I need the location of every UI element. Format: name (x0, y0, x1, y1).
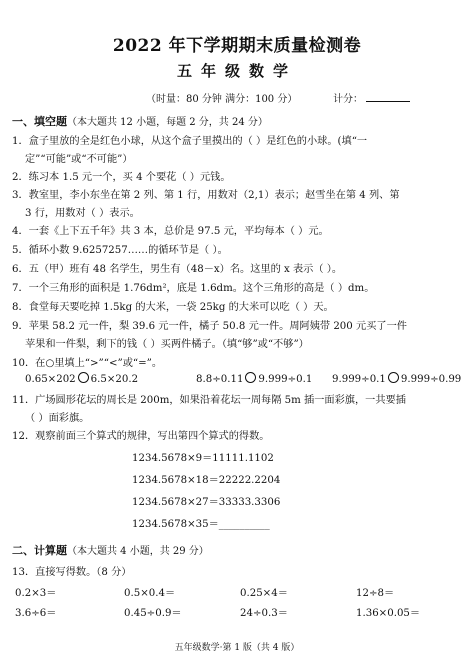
question-10: 10．在○里填上“>”“<”或“=”。 (12, 358, 163, 369)
section-1-note: （本大题共 12 小题，每题 2 分，共 24 分） (67, 117, 268, 128)
calc-item-6: 0.45÷0.9＝ (124, 608, 182, 619)
section-1-heading (12, 113, 268, 129)
comparison-right-2: 9.999÷0.1 (258, 374, 313, 385)
section-2-note: （本大题共 4 小题，共 29 分） (67, 546, 209, 557)
question-11-line-1: 11．广场圆形花坛的周长是 200m，如果沿着花坛一周每隔 5m 插一面彩旗，一共要插 (12, 395, 406, 406)
calc-item-1: 0.2×3＝ (15, 588, 57, 599)
question-5: 5．循环小数 9.6257257……的循环节是（ ）。 (12, 245, 228, 256)
question-4: 4．一套《上下五千年》共 3 本，总价是 97.5 元，平均每本（ ）元。 (12, 226, 329, 237)
comparison-pair-2 (196, 372, 312, 385)
calc-item-4: 12÷8＝ (356, 588, 395, 599)
question-1-line-1: 1．盒子里放的全是红色小球，从这个盒子里摸出的（ ）是红色的小球。(填“一 (12, 136, 368, 147)
compare-circle-2[interactable] (245, 372, 256, 383)
comparison-left-2: 8.8÷0.11 (196, 374, 244, 385)
page-footer: 五年级数学·第 1 版（共 4 版） (174, 643, 300, 653)
compare-circle-1[interactable] (78, 372, 89, 383)
section-1-title: 一、填空题 (12, 115, 67, 128)
question-11-line-2: （ ）面彩旗。 (25, 413, 90, 424)
formula-4: 1234.5678×35＝__________ (132, 519, 270, 530)
formula-2: 1234.5678×18＝22222.2204 (132, 475, 281, 486)
score-field (333, 90, 410, 105)
question-3-line-1: 3．教室里，李小东坐在第 2 列、第 1 行，用数对（2,1）表示；赵雪坐在第 4 列、第 (12, 190, 400, 201)
section-2-heading (12, 542, 209, 558)
question-2: 2．练习本 1.5 元一个，买 4 个要花（ ）元钱。 (12, 172, 231, 183)
question-12: 12．观察前面三个算式的规律，写出第四个算式的得数。 (12, 431, 270, 442)
question-9-line-1: 9．苹果 58.2 元一件，梨 39.6 元一件，橘子 50.8 元一件。周阿姨带 200 元买了一件 (12, 321, 407, 332)
formula-3: 1234.5678×27＝33333.3306 (132, 497, 281, 508)
exam-meta: （时量：80 分钟 满分：100 分） (146, 94, 298, 105)
comparison-left-1: 0.65×202 (25, 374, 76, 385)
comparison-right-3: 9.999÷0.99 (400, 374, 462, 385)
calc-item-5: 3.6÷6＝ (15, 608, 57, 619)
comparison-right-1: 6.5×20.2 (90, 374, 139, 385)
question-1-line-2: 定”“可能”或“不可能”） (25, 154, 133, 165)
exam-title: 2022 年下学期期末质量检测卷 (112, 36, 362, 56)
question-9-line-2: 苹果和一件梨，剩下的钱（ ）买两件橘子。（填“够”或“不够”） (25, 339, 309, 350)
comparison-pair-1 (25, 372, 138, 385)
question-6: 6．五（甲）班有 48 名学生，男生有（48－x）名。这里的 x 表示（ ）。 (12, 264, 343, 275)
score-label: 计分： (333, 94, 363, 105)
question-13-title: 13．直接写得数。（8 分） (12, 567, 132, 578)
calc-item-3: 0.25×4＝ (240, 588, 288, 599)
section-2-title: 二、计算题 (12, 544, 67, 557)
comparison-left-3: 9.999÷0.1 (332, 374, 386, 385)
compare-circle-3[interactable] (388, 372, 399, 383)
question-3-line-2: 3 行，用数对（ ）表示。 (25, 208, 140, 219)
calc-item-8: 1.36×0.05＝ (356, 608, 421, 619)
calc-item-7: 24÷0.3＝ (240, 608, 288, 619)
comparison-pair-3 (332, 372, 461, 385)
exam-subtitle: 五年级数学 (176, 62, 297, 80)
score-blank (366, 92, 410, 102)
formula-1: 1234.5678×9＝11111.1102 (132, 453, 274, 464)
calc-item-2: 0.5×0.4＝ (124, 588, 176, 599)
question-8: 8．食堂每天要吃掉 1.5kg 的大米，一袋 25kg 的大米可以吃（ ）天。 (12, 302, 334, 313)
question-7: 7．一个三角形的面积是 1.76dm²，底是 1.6dm。这个三角形的高是（ ）dm。 (12, 283, 375, 294)
